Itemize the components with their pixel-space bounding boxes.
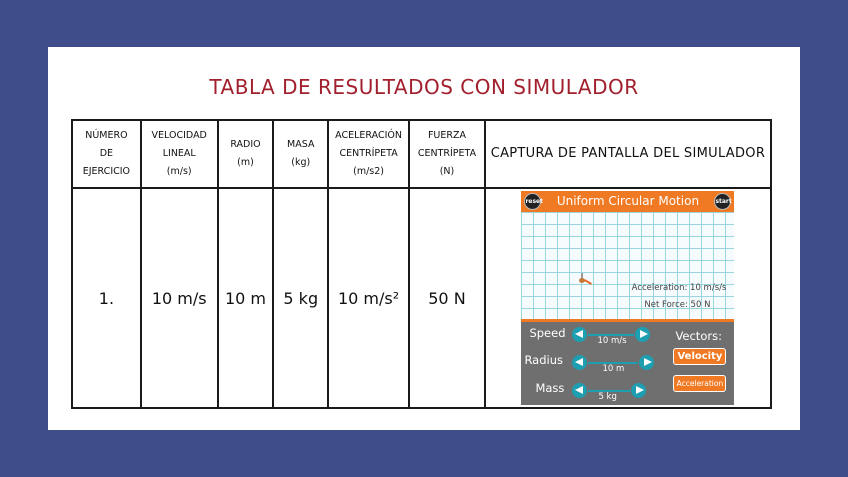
table-row [72,188,771,408]
results-card [48,47,800,430]
radius-label: Radius [524,353,563,367]
mass-decrease-icon [572,383,587,398]
simulator-title: Uniform Circular Motion [556,194,700,208]
radius-increase-icon [639,355,654,370]
speed-decrease-icon [572,327,587,342]
mass-value: 5 kg [598,392,617,402]
header-numero: NÚMERO DE EJERCICIO [72,120,141,188]
cell-radio: 10 m [218,188,274,408]
cell-fuerza: 50 N [409,188,485,408]
radius-value: 10 m [602,364,625,374]
velocity-vector-button: Velocity [673,348,726,365]
header-row [72,120,771,188]
vectors-label: Vectors: [675,329,722,343]
start-button: start [714,193,731,210]
control-panel [521,319,734,405]
radius-decrease-icon [572,355,587,370]
speed-value: 10 m/s [597,336,627,346]
page-title: TABLA DE RESULTADOS CON SIMULADOR [209,75,639,99]
acceleration-vector-button: Acceleration [673,375,726,392]
cell-velocidad: 10 m/s [141,188,218,408]
simulation-grid [521,212,734,319]
header-masa: MASA (kg) [273,120,328,188]
header-fuerza: FUERZA CENTRÍPETA (N) [409,120,485,188]
header-aceleracion: ACELERACIÓN CENTRÍPETA (m/s2) [328,120,409,188]
mass-label: Mass [535,381,565,395]
results-table [71,119,772,409]
simulator-screenshot [521,191,734,405]
header-captura: CAPTURA DE PANTALLA DEL SIMULADOR [485,120,771,188]
header-radio: RADIO (m) [218,120,274,188]
net-force-readout: Net Force: 50 N [644,300,711,310]
cell-masa: 5 kg [273,188,328,408]
speed-increase-icon [635,327,650,342]
cell-captura [485,188,771,408]
reset-button: reset [524,193,541,210]
cell-numero: 1. [72,188,141,408]
speed-label: Speed [529,326,566,340]
acceleration-arrow-icon [584,279,592,285]
acceleration-readout: Acceleration: 10 m/s/s [631,283,727,293]
header-velocidad: VELOCIDAD LINEAL (m/s) [141,120,218,188]
cell-aceleracion: 10 m/s² [328,188,409,408]
mass-increase-icon [631,383,646,398]
